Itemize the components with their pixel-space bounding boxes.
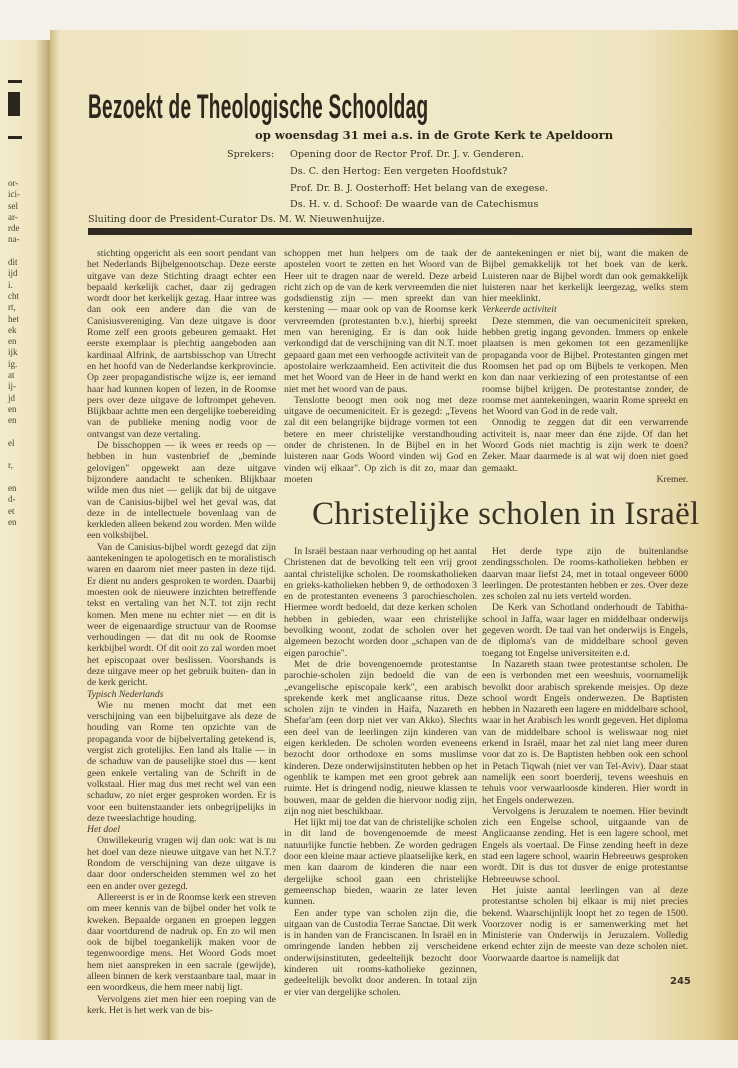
text-fragment bbox=[8, 472, 20, 483]
announcement-title: Bezoekt de Theologische Schooldag bbox=[88, 88, 429, 126]
text-fragment: ij- bbox=[8, 381, 16, 392]
text-fragment: i. bbox=[8, 279, 13, 290]
announcement-subtitle: op woensdag 31 mei a.s. in de Grote Kerk te Apeldoorn bbox=[255, 128, 614, 142]
article1-column-3 bbox=[482, 248, 688, 485]
text-fragments bbox=[8, 178, 20, 528]
paragraph: Het derde type zijn de buitenlandse zendingsscholen. De rooms-katholieken hebben er daarvan maar liefst 24, met in totaal ongeveer 6000 leerlingen. De protestanten hebben er zes. Over deze zes scholen zal nu iets verteld worden. bbox=[482, 546, 688, 603]
text-fragment: ici- bbox=[8, 189, 20, 200]
paragraph: Van de Canisius-bijbel wordt gezegd dat zijn aantekeningen te apologetisch en te moralistisch waren en daarom niet meer pasten in deze tijd. Er dient nu anders gesproken te worden. Daarbij moesten ook de nieuwere inzichten betreffende tekst en vertaling van het N.T. tot zijn recht komen. Men mene nu echter niet — en dit is weer de eigenaardige structuur van de Roomse verhoudingen — dat dit nu ook de Roomse kerkbijbel wordt. Of dit ooit zo zal worden moet het episcopaat over beslissen. Voorshands is deze uitgave meer op het gebruik buiten- dan in de kerk gericht. bbox=[87, 541, 276, 689]
text-fragment: rt, bbox=[8, 302, 16, 313]
text-fragment: dit bbox=[8, 257, 18, 268]
paragraph: Allereerst is er in de Roomse kerk een streven om meer kennis van de bijbel onder het volk te kweken. Bepaalde organen en groepen leggen daar voortdurend de nadruk op. En zo wil men ook de bijbel toegankelijk maken voor de tegenwoordige mens. Het Woord Gods moet hem niet aanspreken in een sacrale (gewijde), alleen binnen de kerk verstaanbare taal, maar in een woordkeus, die hem meer nabij ligt. bbox=[87, 891, 276, 994]
paragraph: schoppen met hun helpers om de taak der apostelen voort te zetten en het Woord van de Heer uit te dragen naar de wereld. Deze arbeid richt zich op de van de kerk vervreemden die niet godsdienstig zijn — men spreekt dan van kerstening — maar ook op van de Roomse kerk vervreemden (protestanten b.v.), hierbij spreekt men van hereniging. Er is dan ook luide verkondigd dat de verschijning van dit N.T. moet gepaard gaan met een verhoogde activiteit van de apostolaire werkzaamheid. Een activiteit die dus met het Woord van de Heer in de hand werkt en niet met het woord van de paus. bbox=[284, 248, 477, 395]
paragraph: Het lijkt mij toe dat van de christelijke scholen in dit land de bovengenoemde de meest natuurlijke functie hebben. Ze worden gedragen door een kleine maar actieve plaatselijke kerk, en men kan daarom de kinderen die naar een dergelijke school gaan een christelijke gemeenschap bieden, waarin ze later leven kunnen. bbox=[284, 817, 477, 908]
paragraph: Met de drie bovengenoemde protestantse parochie-scholen zijn bedoeld die van de „evangelische episcopale kerk", een arabisch sprekende kerk met anglicaanse ritus. Deze scholen zijn te vinden in Haifa, Nazareth en Shefar'am (een dorp niet ver van Akko). Slechts een deel van de leerlingen zijn kinderen van eigen kerkleden. De scholen worden eveneens bezocht door orthodoxe en soms muslimse kinderen. Deze onderwijsinstituten hebben op het ogenblik te kampen met een groot gebrek aan ruimte. Het is dringend nodig, nieuwe klassen te bouwen, maar de gelden die hiervoor nodig zijn, zijn nog niet beschikbaar. bbox=[284, 658, 477, 817]
text-fragment: het bbox=[8, 313, 19, 324]
paragraph: De bisschoppen — ik wees er reeds op — hebben in hun vastenbrief de „beminde gelovigen" opgewekt aan deze uitgave bijzondere aandacht te schenken. Blijkbaar wilde men dus niet — gelijk dat bij de uitgave van de Canisius-bijbel wel het geval was, dat deze in de intellectuele bovenlaag van de kerkleden alleen bekend zou worden. Men wilde een volksbijbel. bbox=[87, 440, 276, 542]
text-fragment: na- bbox=[8, 234, 20, 245]
text-fragment: en bbox=[8, 415, 17, 426]
section-divider bbox=[88, 228, 692, 235]
paragraph: Wie nu menen mocht dat met een verschijning van een bijbeluitgave als deze de houding van Rome ten opzichte van de propaganda voor de bijbelvertaling getekend is, vergist zich grotelijks. Een land als Italie — in de schaduw van de pauselijke stoel dus — kent geen enkele vertaling van de Schrift in de volkstaal. Hier mag dus met recht wel van een schaduw, zo niet erger gesproken worden. Er is voor een buitenstaander iets onbegrijpelijks in deze tweeslachtige houding. bbox=[87, 699, 276, 824]
text-fragment: sel bbox=[8, 200, 18, 211]
speaker-line: Ds. C. den Hertog: Een vergeten Hoofdstuk? bbox=[290, 166, 508, 177]
author-signature: Kremer. bbox=[656, 473, 688, 485]
speakers-label: Sprekers: bbox=[227, 149, 275, 160]
text-fragment bbox=[8, 449, 20, 460]
paragraph: Onnodig te zeggen dat dit een verwarrende activiteit is, naar meer dan éne zijde. Of dan het Woord Gods niet machtig is zijn werk te doen? Zeker. Maar daarmede is al wat wij doen niet goed gemaakt. bbox=[482, 417, 688, 474]
speaker-line: Prof. Dr. B. J. Oosterhoff: Het belang van de exegese. bbox=[290, 183, 548, 194]
page-number: 245 bbox=[670, 976, 691, 987]
article2-column-2 bbox=[482, 546, 688, 964]
paragraph: Het juiste aantal leerlingen van al deze protestantse scholen bij elkaar is mij niet precies bekend. Waarschijnlijk loopt het zo tegen de 1500. Voorzover nodig is er samenwerking met het Ministerie van Onderwijs in Jeruzalem. Volledig erkend echter zijn de meeste van deze scholen niet. Voorwaarde daartoe is namelijk dat bbox=[482, 884, 688, 964]
text-fragment: en bbox=[8, 483, 17, 494]
paragraph: stichting opgericht als een soort pendant van het Nederlands Bijbelgenootschap. Deze eerste uitgave van deze Stichting draagt echter een bepaald kerkelijk cachet, daar zij gedragen wordt door het kerkelijk gezag. Haar intree was dan ook een andere dan die van de Canisiusvereniging. Van deze uitgave is door Rome zelf een groots gebeuren gemaakt. Het eerste exemplaar is plechtig aangeboden aan kardinaal Alfrink, de aartsbisschop van Utrecht en het hoofd van de Nederlandse kerkprovincie. Op zeer propagandistische wijze is, eer iemand haar had kunnen kopen of lezen, in de Roomse pers over deze uitgave de loftrompet geheven. Blijkbaar achtte men een dergelijke toebereiding van de publieke mening nodig voor de ontvangst van deze vertaling. bbox=[87, 248, 276, 440]
text-fragment: ig. bbox=[8, 358, 18, 369]
article1-column-2 bbox=[284, 248, 477, 485]
paragraph: Onwillekeurig vragen wij dan ook: wat is nu het doel van deze nieuwe uitgave van het N.T.? Rondom de verschijning van deze uitgave is daar door onderscheiden stemmen wel zo het een en ander over gezegd. bbox=[87, 835, 276, 892]
text-fragment: r, bbox=[8, 460, 13, 471]
paragraph: In Nazareth staan twee protestantse scholen. De een is verbonden met een weeshuis, voornamelijk bevolkt door arabisch sprekende meisjes. Op deze school wordt Engels onderwezen. De Baptisten hebben in Nazareth een lagere en middelbare school, waar in het Arabisch les wordt gegeven. Het diploma van de middelbare school is weliswaar nog niet erkend in Israël, maar het zal niet lang meer duren voor dat zo is. De Baptisten hebben ook een school in Petach Tiqwah (niet ver van Tel-Aviv). Daar staat namelijk een soort boerderij, tevens weeshuis en tehuis voor verwaarloosde kinderen. Hier wordt in het Engels onderwezen. bbox=[482, 658, 688, 806]
text-fragment: el bbox=[8, 437, 15, 448]
speaker-line: Ds. H. v. d. Schoof: De waarde van de Catechismus bbox=[290, 199, 539, 210]
rule-fragment bbox=[8, 92, 20, 116]
text-fragment: jd bbox=[8, 392, 16, 403]
subheading: Verkeerde activiteit bbox=[482, 304, 557, 316]
text-fragment: rde bbox=[8, 223, 20, 234]
paragraph: de aantekeningen er niet bij, want die maken de Bijbel gemakkelijk tot het boek van de kerk. Luisteren naar de Bijbel wordt dan ook gemakkelijk luisteren naar het kerkelijk leergezag, welks stem hier meeklinkt. bbox=[482, 248, 688, 305]
text-fragment: en bbox=[8, 516, 17, 527]
subheading: Typisch Nederlands bbox=[87, 688, 164, 700]
paragraph: Vervolgens ziet men hier een roeping van de kerk. Het is het werk van de bis- bbox=[87, 993, 276, 1016]
text-fragment: ijd bbox=[8, 268, 18, 279]
text-fragment: ar- bbox=[8, 211, 18, 222]
text-fragment: or- bbox=[8, 178, 19, 188]
text-fragment: et bbox=[8, 505, 15, 516]
paragraph: De Kerk van Schotland onderhoudt de Tabitha-school in Jaffa, waar lager en middelbaar onderwijs gegeven wordt. De taal van het onderwijs is Engels, de diploma's van de middelbare school geven toegang tot Engelse universiteiten e.d. bbox=[482, 602, 688, 659]
text-fragment bbox=[8, 246, 20, 257]
paragraph: Deze stemmen, die van oecumeniciteit spreken, hebben gretig ingang gevonden. Immers op enkele plaatsen is men gekomen tot een gezamenlijke propaganda voor de Bijbel. Protestanten gingen met Roomsen het pad op om Bijbels te verkopen. Men kon dan naar verkiezing of een protestantse of een roomse bijbel krijgen. De protestantse zonder, de roomse met aantekeningen, waarin Rome spreekt en het Woord van God in de rede valt. bbox=[482, 315, 688, 418]
rule-fragment bbox=[8, 136, 22, 139]
article2-column-1 bbox=[284, 546, 477, 998]
paragraph: Tenslotte beoogt men ook nog met deze uitgave de oecumeniciteit. Er is gezegd: „Tevens zal dit een belangrijke bijdrage vormen tot een betere en meer christelijke verstandhouding onder de christenen. In de Bijbel en in het luisteren naar Gods Woord vinden wij God en vinden wij elkaar". Op zich is dit zo, maar dan moeten bbox=[284, 394, 477, 485]
text-fragment: ek bbox=[8, 324, 17, 335]
speaker-line: Opening door de Rector Prof. Dr. J. v. Genderen. bbox=[290, 149, 524, 160]
text-fragment: d- bbox=[8, 494, 16, 505]
text-fragment bbox=[8, 427, 20, 438]
paragraph: Vervolgens is Jeruzalem te noemen. Hier bevindt zich een Engelse school, uitgaande van de Anglicaanse zending. Het is een lagere school, met Engels als voertaal. De Finse zending heeft in deze stad een lagere school, waarin Hebreeuws gesproken wordt. Dit is dus tot dusver de enige protestantse Hebreeuwse school. bbox=[482, 805, 688, 885]
rule-fragment bbox=[8, 80, 22, 83]
article1-column-1 bbox=[87, 248, 276, 1016]
paragraph: Een ander type van scholen zijn die, die uitgaan van de Custodia Terrae Sanctae. Dit werk is in handen van de Franciscanen. In Israël en in omringende landen hebben zij verscheidene onderwijsinstituten, gedeeltelijk bezocht door kinderen uit rooms-katholieke gezinnen, gedeeltelijk bevolkt door anderen. In totaal zijn er vier van dergelijke scholen. bbox=[284, 907, 477, 998]
text-fragment: at bbox=[8, 370, 15, 381]
article2-title: Christelijke scholen in Israël bbox=[312, 496, 700, 532]
text-fragment: cht bbox=[8, 290, 19, 301]
text-fragment: en bbox=[8, 403, 17, 414]
announcement-closing: Sluiting door de President-Curator Ds. M. W. Nieuwenhuijze. bbox=[88, 214, 385, 225]
previous-page-edge bbox=[0, 40, 50, 1040]
text-fragment: ijk bbox=[8, 347, 18, 358]
subheading: Het doel bbox=[87, 824, 121, 836]
paragraph: In Israël bestaan naar verhouding op het aantal Christenen dat de bevolking telt een vrij groot aantal christelijke scholen. De roomskatholieken en grieks-katholieken hebben 9, de orthodoxen 3 en de protestanten eveneens 3 parochiescholen. Hiermee wordt bedoeld, dat deze kerken scholen hebben in gebieden, waar een christelijke bevolking woont, zodat de scholen over het algemeen bezocht worden door „schapen van de eigen parochie". bbox=[284, 546, 477, 659]
text-fragment: en bbox=[8, 336, 17, 347]
